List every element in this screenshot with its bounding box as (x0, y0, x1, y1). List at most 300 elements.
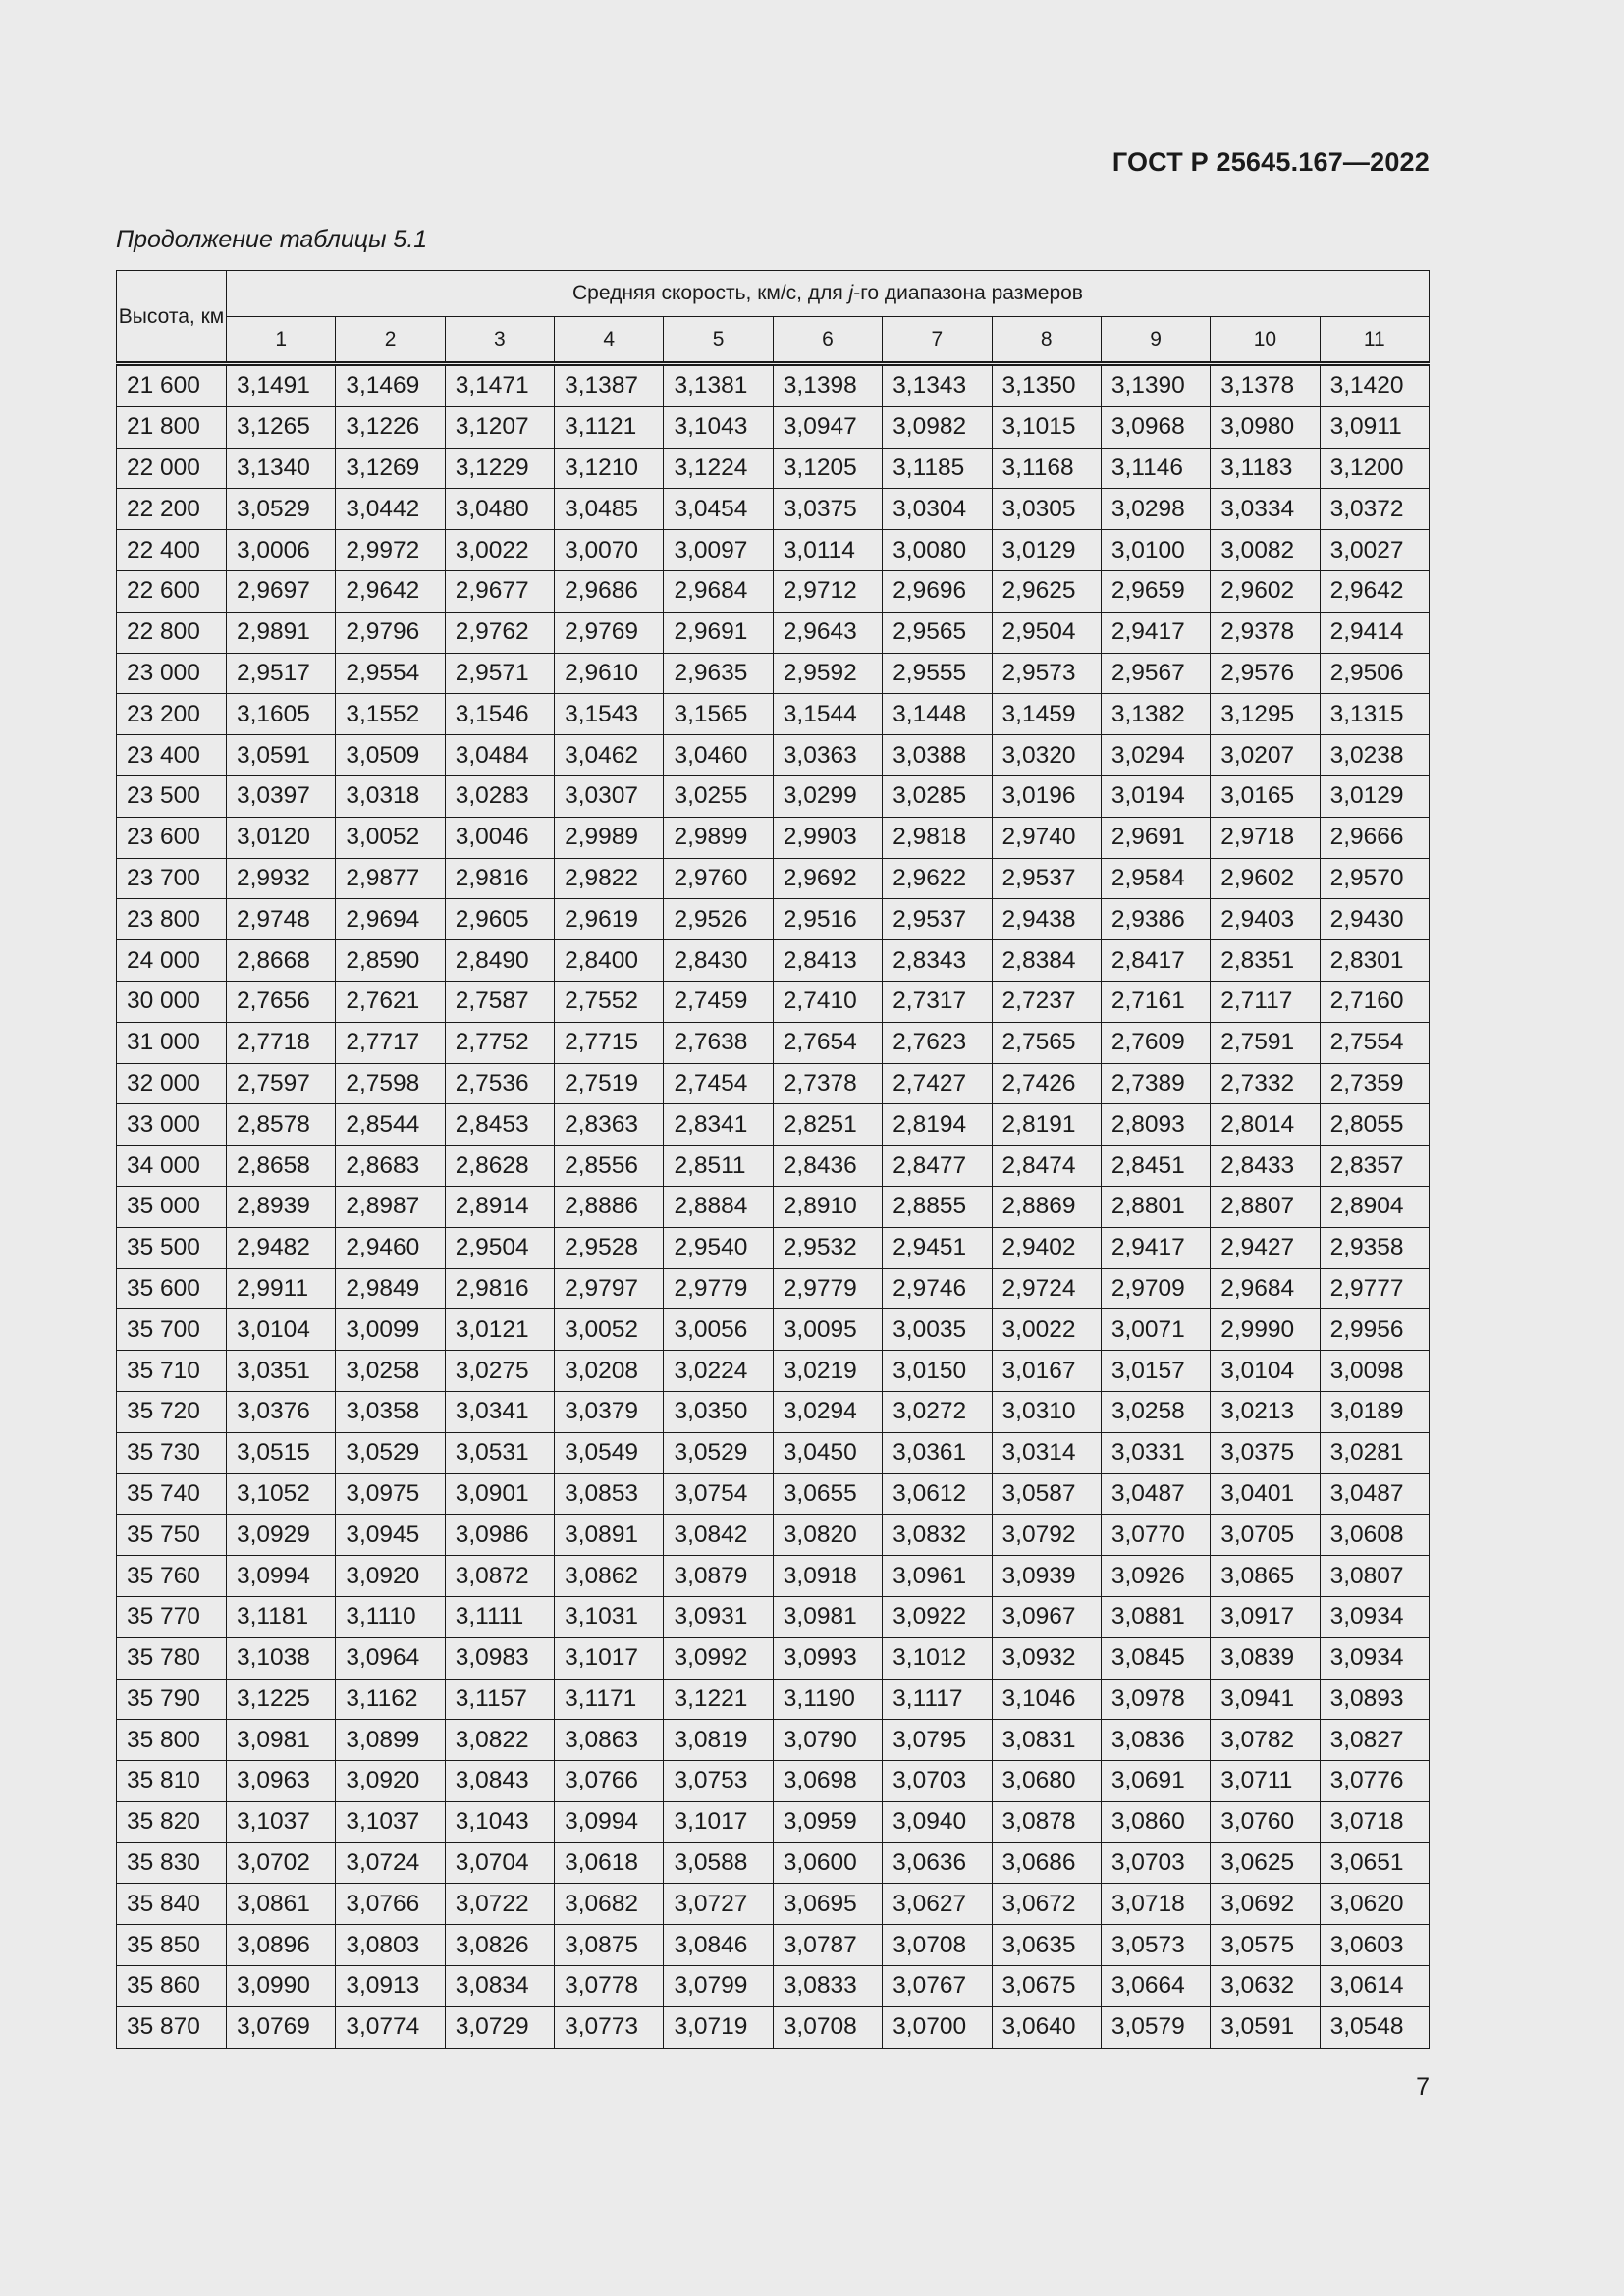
velocity-cell: 3,0860 (1101, 1801, 1210, 1842)
velocity-cell: 2,7598 (336, 1063, 445, 1104)
velocity-cell: 3,0961 (883, 1556, 992, 1597)
velocity-cell: 3,1315 (1320, 694, 1429, 735)
velocity-cell: 3,0831 (992, 1720, 1101, 1761)
velocity-cell: 2,9760 (664, 858, 773, 899)
velocity-cell: 2,8910 (773, 1186, 882, 1227)
velocity-cell: 2,8904 (1320, 1186, 1429, 1227)
velocity-cell: 3,1121 (555, 406, 664, 448)
velocity-cell: 3,0022 (445, 530, 554, 571)
velocity-cell: 2,8413 (773, 940, 882, 982)
altitude-cell: 35 830 (117, 1842, 227, 1884)
table-row (117, 1761, 1430, 1802)
velocity-cell: 3,0454 (664, 489, 773, 530)
velocity-cell: 2,9386 (1101, 899, 1210, 940)
altitude-cell: 23 400 (117, 735, 227, 776)
velocity-cell: 3,1226 (336, 406, 445, 448)
velocity-cell: 3,0600 (773, 1842, 882, 1884)
velocity-cell: 2,9891 (227, 612, 336, 653)
velocity-cell: 3,1295 (1211, 694, 1320, 735)
table-row (117, 858, 1430, 899)
altitude-cell: 24 000 (117, 940, 227, 982)
velocity-cell: 3,1012 (883, 1637, 992, 1679)
table-row (117, 1596, 1430, 1637)
velocity-cell: 3,0729 (445, 2006, 554, 2048)
velocity-cell: 3,0294 (773, 1391, 882, 1432)
velocity-cell: 2,8914 (445, 1186, 554, 1227)
velocity-cell: 3,0939 (992, 1556, 1101, 1597)
velocity-cell: 3,1343 (883, 364, 992, 407)
velocity-table (116, 270, 1430, 2049)
velocity-cell: 3,0196 (992, 775, 1101, 817)
velocity-cell: 2,9697 (227, 570, 336, 612)
velocity-group-header (227, 271, 1430, 317)
table-row (117, 1679, 1430, 1720)
velocity-cell: 3,0807 (1320, 1556, 1429, 1597)
velocity-cell: 3,0920 (336, 1556, 445, 1597)
velocity-cell: 3,1420 (1320, 364, 1429, 407)
velocity-cell: 3,0100 (1101, 530, 1210, 571)
velocity-cell: 3,1200 (1320, 448, 1429, 489)
velocity-cell: 3,0967 (992, 1596, 1101, 1637)
table-body (117, 364, 1430, 2049)
table-row (117, 981, 1430, 1022)
velocity-cell: 3,0968 (1101, 406, 1210, 448)
velocity-cell: 2,8474 (992, 1146, 1101, 1187)
velocity-cell: 3,0379 (555, 1391, 664, 1432)
velocity-cell: 3,1205 (773, 448, 882, 489)
velocity-cell: 2,8430 (664, 940, 773, 982)
velocity-cell: 2,9403 (1211, 899, 1320, 940)
velocity-cell: 2,8987 (336, 1186, 445, 1227)
velocity-cell: 2,9625 (992, 570, 1101, 612)
velocity-cell: 3,0035 (883, 1309, 992, 1351)
velocity-cell: 2,8544 (336, 1104, 445, 1146)
velocity-cell: 2,9451 (883, 1227, 992, 1268)
velocity-cell: 3,0878 (992, 1801, 1101, 1842)
velocity-cell: 3,0879 (664, 1556, 773, 1597)
header-row-group (117, 271, 1430, 317)
velocity-cell: 2,7410 (773, 981, 882, 1022)
velocity-cell: 3,0529 (227, 489, 336, 530)
velocity-cell: 3,1265 (227, 406, 336, 448)
velocity-cell: 3,1340 (227, 448, 336, 489)
velocity-cell: 3,0485 (555, 489, 664, 530)
velocity-cell: 2,8807 (1211, 1186, 1320, 1227)
velocity-cell: 3,0224 (664, 1351, 773, 1392)
velocity-cell: 3,0460 (664, 735, 773, 776)
velocity-cell: 3,0896 (227, 1925, 336, 1966)
velocity-cell: 2,9777 (1320, 1268, 1429, 1309)
velocity-cell: 3,0853 (555, 1473, 664, 1515)
velocity-cell: 3,0120 (227, 817, 336, 858)
velocity-cell: 3,0157 (1101, 1351, 1210, 1392)
table-row (117, 1720, 1430, 1761)
velocity-cell: 3,0790 (773, 1720, 882, 1761)
velocity-cell: 2,9659 (1101, 570, 1210, 612)
velocity-cell: 3,0082 (1211, 530, 1320, 571)
velocity-cell: 2,8417 (1101, 940, 1210, 982)
velocity-cell: 2,9796 (336, 612, 445, 653)
velocity-cell: 3,0588 (664, 1842, 773, 1884)
velocity-cell: 3,0376 (227, 1391, 336, 1432)
table-row (117, 1104, 1430, 1146)
velocity-cell: 3,0922 (883, 1596, 992, 1637)
velocity-cell: 2,9692 (773, 858, 882, 899)
velocity-cell: 3,0636 (883, 1842, 992, 1884)
column-header-10: 10 (1211, 317, 1320, 364)
velocity-cell: 3,1037 (336, 1801, 445, 1842)
velocity-cell: 3,0947 (773, 406, 882, 448)
velocity-cell: 2,8801 (1101, 1186, 1210, 1227)
velocity-cell: 3,0941 (1211, 1679, 1320, 1720)
velocity-cell: 3,0820 (773, 1515, 882, 1556)
velocity-cell: 2,8055 (1320, 1104, 1429, 1146)
velocity-cell: 2,7317 (883, 981, 992, 1022)
velocity-cell: 2,9642 (336, 570, 445, 612)
velocity-cell: 2,9642 (1320, 570, 1429, 612)
page-number: 7 (1416, 2073, 1430, 2101)
velocity-cell: 3,0614 (1320, 1966, 1429, 2007)
velocity-cell: 3,1181 (227, 1596, 336, 1637)
altitude-cell: 35 760 (117, 1556, 227, 1597)
velocity-cell: 3,0727 (664, 1884, 773, 1925)
velocity-cell: 3,1168 (992, 448, 1101, 489)
velocity-cell: 2,8251 (773, 1104, 882, 1146)
velocity-cell: 2,9849 (336, 1268, 445, 1309)
velocity-cell: 3,0635 (992, 1925, 1101, 1966)
velocity-cell: 3,1017 (555, 1637, 664, 1679)
velocity-cell: 2,8341 (664, 1104, 773, 1146)
velocity-cell: 2,8855 (883, 1186, 992, 1227)
velocity-cell: 3,1031 (555, 1596, 664, 1637)
velocity-cell: 3,0767 (883, 1966, 992, 2007)
velocity-cell: 3,0770 (1101, 1515, 1210, 1556)
velocity-cell: 2,9528 (555, 1227, 664, 1268)
velocity-cell: 2,8511 (664, 1146, 773, 1187)
velocity-cell: 3,1210 (555, 448, 664, 489)
velocity-cell: 3,0591 (227, 735, 336, 776)
column-header-6: 6 (773, 317, 882, 364)
velocity-cell: 2,9460 (336, 1227, 445, 1268)
velocity-cell: 3,1469 (336, 364, 445, 407)
velocity-cell: 3,0932 (992, 1637, 1101, 1679)
velocity-cell: 3,0959 (773, 1801, 882, 1842)
velocity-cell: 3,0799 (664, 1966, 773, 2007)
table-row (117, 1432, 1430, 1473)
velocity-cell: 3,0275 (445, 1351, 554, 1392)
altitude-header: Высота, км (117, 271, 227, 364)
velocity-cell: 2,9358 (1320, 1227, 1429, 1268)
velocity-cell: 3,0099 (336, 1309, 445, 1351)
velocity-cell: 3,0891 (555, 1515, 664, 1556)
velocity-cell: 2,9438 (992, 899, 1101, 940)
table-row (117, 2006, 1430, 2048)
velocity-cell: 2,7752 (445, 1022, 554, 1063)
velocity-cell: 3,0993 (773, 1637, 882, 1679)
velocity-cell: 3,0484 (445, 735, 554, 776)
column-header-3: 3 (445, 317, 554, 364)
velocity-cell: 3,0981 (227, 1720, 336, 1761)
velocity-cell: 2,8400 (555, 940, 664, 982)
velocity-cell: 3,0591 (1211, 2006, 1320, 2048)
velocity-cell: 3,0529 (664, 1432, 773, 1473)
velocity-cell: 2,9709 (1101, 1268, 1210, 1309)
velocity-cell: 2,7389 (1101, 1063, 1210, 1104)
velocity-cell: 3,0901 (445, 1473, 554, 1515)
altitude-cell: 23 600 (117, 817, 227, 858)
altitude-cell: 35 810 (117, 1761, 227, 1802)
altitude-cell: 21 800 (117, 406, 227, 448)
velocity-cell: 3,0945 (336, 1515, 445, 1556)
velocity-cell: 3,0760 (1211, 1801, 1320, 1842)
velocity-cell: 2,9414 (1320, 612, 1429, 653)
velocity-cell: 3,0341 (445, 1391, 554, 1432)
altitude-cell: 23 800 (117, 899, 227, 940)
velocity-cell: 3,0774 (336, 2006, 445, 2048)
velocity-cell: 3,0826 (445, 1925, 554, 1966)
velocity-cell: 2,9605 (445, 899, 554, 940)
velocity-cell: 3,0832 (883, 1515, 992, 1556)
velocity-cell: 3,0655 (773, 1473, 882, 1515)
velocity-cell: 3,0819 (664, 1720, 773, 1761)
altitude-cell: 23 200 (117, 694, 227, 735)
velocity-cell: 3,0846 (664, 1925, 773, 1966)
velocity-cell: 2,8658 (227, 1146, 336, 1187)
velocity-cell: 3,0983 (445, 1637, 554, 1679)
velocity-cell: 3,1229 (445, 448, 554, 489)
velocity-cell: 3,0703 (1101, 1842, 1210, 1884)
velocity-cell: 3,0022 (992, 1309, 1101, 1351)
data-table-container (116, 270, 1430, 2049)
velocity-cell: 3,0833 (773, 1966, 882, 2007)
velocity-cell: 2,7554 (1320, 1022, 1429, 1063)
velocity-cell: 3,1448 (883, 694, 992, 735)
velocity-cell: 2,7427 (883, 1063, 992, 1104)
velocity-cell: 2,7621 (336, 981, 445, 1022)
velocity-cell: 3,0776 (1320, 1761, 1429, 1802)
velocity-cell: 3,0834 (445, 1966, 554, 2007)
velocity-cell: 3,0098 (1320, 1351, 1429, 1392)
velocity-cell: 3,0305 (992, 489, 1101, 530)
velocity-cell: 3,1110 (336, 1596, 445, 1637)
velocity-cell: 3,0219 (773, 1351, 882, 1392)
velocity-cell: 2,9540 (664, 1227, 773, 1268)
velocity-cell: 2,7161 (1101, 981, 1210, 1022)
velocity-cell: 2,9417 (1101, 612, 1210, 653)
group-header-post: -го диапазона размеров (853, 282, 1083, 304)
velocity-cell: 3,0304 (883, 489, 992, 530)
velocity-cell: 3,0114 (773, 530, 882, 571)
velocity-cell: 2,7378 (773, 1063, 882, 1104)
velocity-cell: 2,9989 (555, 817, 664, 858)
velocity-cell: 3,0612 (883, 1473, 992, 1515)
velocity-cell: 2,8357 (1320, 1146, 1429, 1187)
velocity-cell: 3,0845 (1101, 1637, 1210, 1679)
altitude-cell: 23 000 (117, 653, 227, 694)
velocity-cell: 2,8093 (1101, 1104, 1210, 1146)
velocity-cell: 2,9740 (992, 817, 1101, 858)
velocity-cell: 3,0978 (1101, 1679, 1210, 1720)
velocity-cell: 3,0920 (336, 1761, 445, 1802)
velocity-cell: 2,9622 (883, 858, 992, 899)
velocity-cell: 3,0863 (555, 1720, 664, 1761)
altitude-cell: 21 600 (117, 364, 227, 407)
velocity-cell: 2,9718 (1211, 817, 1320, 858)
velocity-cell: 3,1350 (992, 364, 1101, 407)
velocity-cell: 2,9576 (1211, 653, 1320, 694)
velocity-cell: 3,1117 (883, 1679, 992, 1720)
velocity-cell: 3,1459 (992, 694, 1101, 735)
velocity-cell: 3,0708 (883, 1925, 992, 1966)
velocity-cell: 3,0722 (445, 1884, 554, 1925)
velocity-cell: 3,0992 (664, 1637, 773, 1679)
velocity-cell: 3,1046 (992, 1679, 1101, 1720)
velocity-cell: 3,1043 (664, 406, 773, 448)
velocity-cell: 3,1207 (445, 406, 554, 448)
altitude-cell: 35 700 (117, 1309, 227, 1351)
velocity-cell: 3,0836 (1101, 1720, 1210, 1761)
velocity-cell: 3,0881 (1101, 1596, 1210, 1637)
velocity-cell: 2,9482 (227, 1227, 336, 1268)
velocity-cell: 3,0307 (555, 775, 664, 817)
velocity-cell: 3,0827 (1320, 1720, 1429, 1761)
velocity-cell: 3,0318 (336, 775, 445, 817)
velocity-cell: 2,7565 (992, 1022, 1101, 1063)
velocity-cell: 3,0724 (336, 1842, 445, 1884)
table-row (117, 489, 1430, 530)
altitude-cell: 22 800 (117, 612, 227, 653)
velocity-cell: 2,9643 (773, 612, 882, 653)
velocity-cell: 2,7519 (555, 1063, 664, 1104)
velocity-cell: 3,0753 (664, 1761, 773, 1802)
table-row (117, 1473, 1430, 1515)
velocity-cell: 2,9570 (1320, 858, 1429, 899)
velocity-cell: 3,1382 (1101, 694, 1210, 735)
velocity-cell: 3,0372 (1320, 489, 1429, 530)
velocity-cell: 3,1491 (227, 364, 336, 407)
velocity-cell: 2,8363 (555, 1104, 664, 1146)
altitude-cell: 35 870 (117, 2006, 227, 2048)
velocity-cell: 3,1225 (227, 1679, 336, 1720)
velocity-cell: 3,0990 (227, 1966, 336, 2007)
velocity-cell: 2,7117 (1211, 981, 1320, 1022)
velocity-cell: 3,0899 (336, 1720, 445, 1761)
velocity-cell: 3,0640 (992, 2006, 1101, 2048)
velocity-cell: 2,8886 (555, 1186, 664, 1227)
velocity-cell: 3,0320 (992, 735, 1101, 776)
table-row (117, 448, 1430, 489)
velocity-cell: 2,9748 (227, 899, 336, 940)
velocity-cell: 3,0986 (445, 1515, 554, 1556)
velocity-cell: 3,0258 (336, 1351, 445, 1392)
table-row (117, 406, 1430, 448)
velocity-cell: 3,0778 (555, 1966, 664, 2007)
velocity-cell: 2,9822 (555, 858, 664, 899)
altitude-cell: 35 850 (117, 1925, 227, 1966)
velocity-cell: 2,9537 (883, 899, 992, 940)
velocity-cell: 2,9526 (664, 899, 773, 940)
velocity-cell: 3,0695 (773, 1884, 882, 1925)
velocity-cell: 3,0926 (1101, 1556, 1210, 1597)
velocity-cell: 3,0515 (227, 1432, 336, 1473)
velocity-cell: 3,0121 (445, 1309, 554, 1351)
velocity-cell: 3,0672 (992, 1884, 1101, 1925)
velocity-cell: 3,0480 (445, 489, 554, 530)
velocity-cell: 3,0680 (992, 1761, 1101, 1802)
table-row (117, 1801, 1430, 1842)
velocity-cell: 3,0703 (883, 1761, 992, 1802)
velocity-cell: 3,0651 (1320, 1842, 1429, 1884)
velocity-cell: 3,1037 (227, 1801, 336, 1842)
velocity-cell: 3,0664 (1101, 1966, 1210, 2007)
table-row (117, 1351, 1430, 1392)
velocity-cell: 3,0618 (555, 1842, 664, 1884)
velocity-cell: 2,9592 (773, 653, 882, 694)
velocity-cell: 2,9610 (555, 653, 664, 694)
altitude-cell: 35 750 (117, 1515, 227, 1556)
velocity-cell: 3,0893 (1320, 1679, 1429, 1720)
document-code: ГОСТ Р 25645.167—2022 (1111, 147, 1430, 177)
velocity-cell: 3,0351 (227, 1351, 336, 1392)
velocity-cell: 2,8628 (445, 1146, 554, 1187)
velocity-cell: 2,7160 (1320, 981, 1429, 1022)
velocity-cell: 3,0980 (1211, 406, 1320, 448)
group-header-pre: Средняя скорость, км/с, для (572, 282, 849, 304)
velocity-cell: 2,8578 (227, 1104, 336, 1146)
velocity-cell: 2,9573 (992, 653, 1101, 694)
velocity-cell: 2,9818 (883, 817, 992, 858)
velocity-cell: 2,8884 (664, 1186, 773, 1227)
velocity-cell: 3,0450 (773, 1432, 882, 1473)
velocity-cell: 2,7332 (1211, 1063, 1320, 1104)
velocity-cell: 3,0608 (1320, 1515, 1429, 1556)
velocity-cell: 3,0625 (1211, 1842, 1320, 1884)
table-row (117, 1227, 1430, 1268)
velocity-cell: 3,0934 (1320, 1596, 1429, 1637)
velocity-cell: 3,0006 (227, 530, 336, 571)
table-row (117, 735, 1430, 776)
velocity-cell: 3,0963 (227, 1761, 336, 1802)
altitude-cell: 35 740 (117, 1473, 227, 1515)
velocity-cell: 2,8301 (1320, 940, 1429, 982)
velocity-cell: 3,0097 (664, 530, 773, 571)
velocity-cell: 3,0603 (1320, 1925, 1429, 1966)
velocity-cell: 3,0046 (445, 817, 554, 858)
velocity-cell: 2,8351 (1211, 940, 1320, 982)
velocity-cell: 3,1398 (773, 364, 882, 407)
velocity-cell: 3,1146 (1101, 448, 1210, 489)
velocity-cell: 3,0769 (227, 2006, 336, 2048)
velocity-cell: 3,0872 (445, 1556, 554, 1597)
velocity-cell: 3,0281 (1320, 1432, 1429, 1473)
velocity-cell: 2,8194 (883, 1104, 992, 1146)
velocity-cell: 3,0442 (336, 489, 445, 530)
velocity-cell: 3,1183 (1211, 448, 1320, 489)
velocity-cell: 3,0975 (336, 1473, 445, 1515)
velocity-cell: 3,0911 (1320, 406, 1429, 448)
velocity-cell: 3,0258 (1101, 1391, 1210, 1432)
velocity-cell: 3,1038 (227, 1637, 336, 1679)
altitude-cell: 33 000 (117, 1104, 227, 1146)
velocity-cell: 3,0575 (1211, 1925, 1320, 1966)
velocity-cell: 2,9769 (555, 612, 664, 653)
table-row (117, 1022, 1430, 1063)
velocity-cell: 2,9571 (445, 653, 554, 694)
table-row (117, 1146, 1430, 1187)
velocity-cell: 3,0754 (664, 1473, 773, 1515)
altitude-cell: 35 710 (117, 1351, 227, 1392)
velocity-cell: 2,9635 (664, 653, 773, 694)
